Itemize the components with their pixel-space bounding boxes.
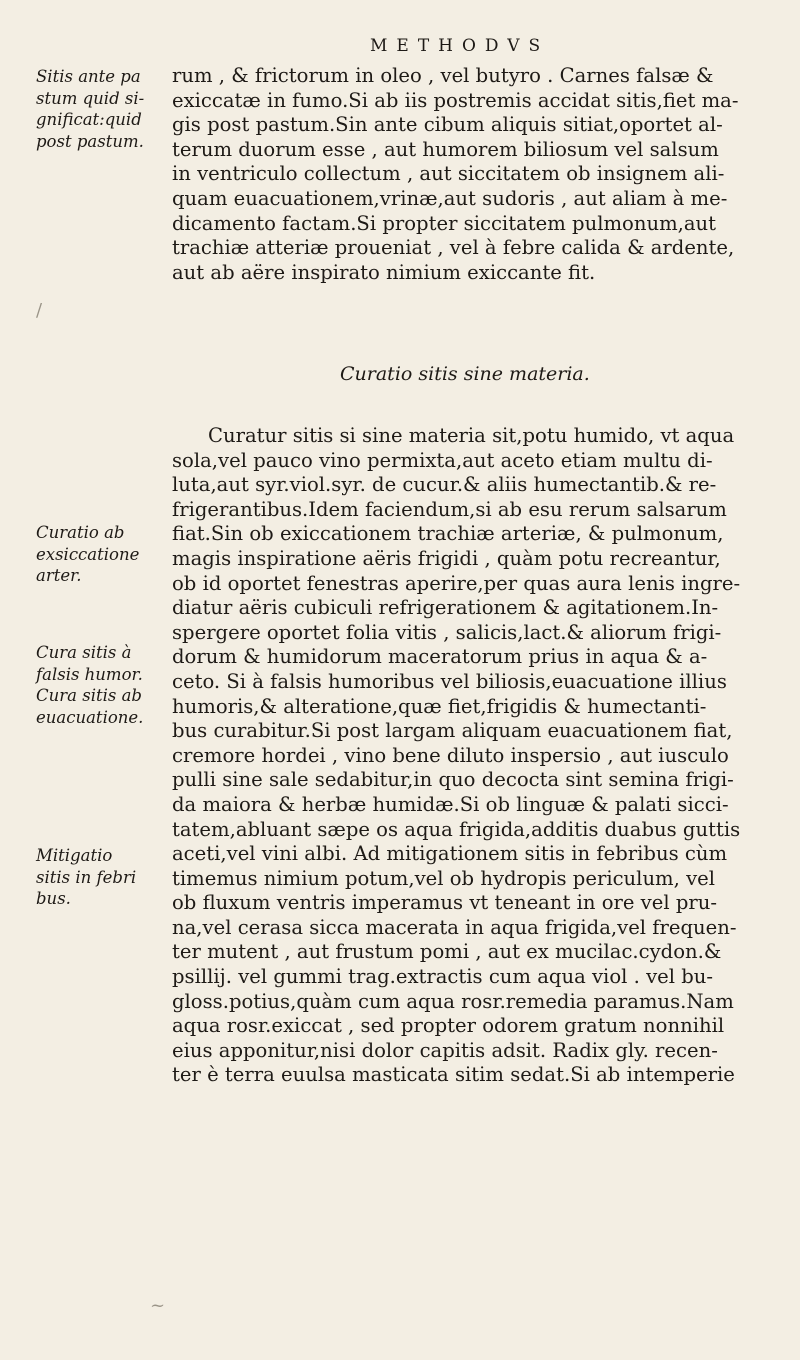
text-line: gloss.potius,quàm cum aqua rosr.remedia paramus.Nam: [172, 989, 734, 1013]
margin-line: sitis in febri: [36, 867, 137, 887]
text-line: psillij. vel gummi trag.extractis cum aqua viol . vel bu-: [172, 965, 714, 989]
text-line: humoris,& alteratione,quæ fiet,frigidis & humectanti-: [172, 694, 707, 718]
text-line: ceto. Si à falsis humoribus vel biliosis,euacuatione illius: [172, 669, 727, 693]
paragraph-2: [172, 424, 772, 1088]
section-heading: Curatio sitis sine materia.: [340, 363, 590, 385]
text-line: ter è terra euulsa masticata sitim sedat.Si ab intemperie: [172, 1063, 735, 1087]
text-line: timemus nimium potum,vel ob hydropis periculum, vel: [172, 866, 716, 890]
text-line: fiat.Sin ob exiccationem trachiæ arteriæ, & pulmonum,: [172, 522, 724, 546]
text-line: pulli sine sale sedabitur,in quo decocta sint semina frigi-: [172, 768, 734, 792]
text-line: sola,vel pauco vino permixta,aut aceto etiam multu di-: [172, 448, 713, 472]
text-line: trachiæ atteriæ proueniat , vel à febre calida & ardente,: [172, 236, 735, 260]
text-line: frigerantibus.Idem faciendum,si ab esu rerum salsarum: [172, 497, 727, 521]
text-line: ob fluxum ventris imperamus vt teneant in ore vel pru-: [172, 891, 717, 915]
text-line: gis post pastum.Sin ante cibum aliquis sitiat,oportet al-: [172, 113, 723, 137]
margin-line: Sitis ante pa: [36, 67, 141, 86]
paragraph-1: [172, 64, 772, 285]
margin-line: bus.: [36, 889, 71, 908]
margin-line: Curatio ab: [36, 523, 125, 542]
text-line: Curatur sitis si sine materia sit,potu humido, vt aqua: [208, 424, 735, 447]
text-line: dicamento factam.Si propter siccitatem pulmonum,aut: [172, 211, 717, 235]
margin-line: Cura sitis ab: [36, 686, 142, 705]
text-line: aceti,vel vini albi. Ad mitigationem sitis in febribus cùm: [172, 842, 728, 866]
text-line: na,vel cerasa sicca macerata in aqua frigida,vel frequen-: [172, 915, 737, 939]
stray-mark: /: [36, 300, 43, 321]
text-line: in ventriculo collectum , aut siccitatem ob insignem ali-: [172, 162, 725, 186]
margin-line: arter.: [36, 566, 82, 585]
running-header: METHODVS: [370, 36, 550, 56]
text-line: ob id oportet fenestras aperire,per quas aura lenis ingre-: [172, 571, 741, 595]
text-line: exiccatæ in fumo.Si ab iis postremis accidat sitis,fiet ma-: [172, 88, 739, 112]
text-line: quam euacuationem,vrinæ,aut sudoris , aut aliam à me-: [172, 186, 728, 210]
margin-line: Mitigatio: [36, 846, 113, 865]
margin-line: exsiccatione: [36, 544, 140, 564]
text-line: aqua rosr.exiccat , sed propter odorem gratum nonnihil: [172, 1014, 725, 1038]
text-line: ter mutent , aut frustum pomi , aut ex mucilac.cydon.&: [172, 940, 722, 964]
text-line: magis inspiratione aëris frigidi , quàm potu recreantur,: [172, 546, 721, 570]
margin-line: euacuatione.: [36, 707, 144, 727]
text-line: tatem,abluant sæpe os aqua frigida,additis duabus guttis: [172, 817, 741, 841]
text-line: eius apponitur,nisi dolor capitis adsit. Radix gly. recen-: [172, 1038, 718, 1062]
text-line: terum duorum esse , aut humorem biliosum vel salsum: [172, 137, 719, 161]
margin-line: Cura sitis à: [36, 643, 132, 662]
text-line: dorum & humidorum maceratorum prius in aqua & a-: [172, 645, 708, 669]
text-line: spergere oportet folia vitis , salicis,lact.& aliorum frigi-: [172, 620, 722, 644]
stray-mark: ~: [150, 1295, 166, 1316]
margin-line: gnificat:quid: [36, 110, 142, 129]
margin-note-mitigatio: [36, 845, 166, 910]
text-line: rum , & frictorum in oleo , vel butyro . Carnes falsæ &: [172, 64, 714, 87]
text-line: bus curabitur.Si post largam aliquam euacuationem fiat,: [172, 719, 733, 743]
margin-line: falsis humor.: [36, 664, 143, 684]
margin-note-cura: [36, 642, 166, 728]
text-line: da maiora & herbæ humidæ.Si ob linguæ & palati sicci-: [172, 792, 729, 816]
text-line: diatur aëris cubiculi refrigerationem & agitationem.In-: [172, 596, 719, 620]
text-line: cremore hordei , vino bene diluto inspersio , aut iusculo: [172, 743, 729, 767]
text-line: aut ab aëre inspirato nimium exiccante fit.: [172, 260, 596, 284]
text-line: luta,aut syr.viol.syr. de cucur.& aliis humectantib.& re-: [172, 473, 717, 497]
margin-line: post pastum.: [36, 131, 144, 151]
margin-line: stum quid si-: [36, 88, 145, 108]
margin-note-curatio: [36, 522, 166, 587]
margin-note-sitis: [36, 66, 166, 152]
